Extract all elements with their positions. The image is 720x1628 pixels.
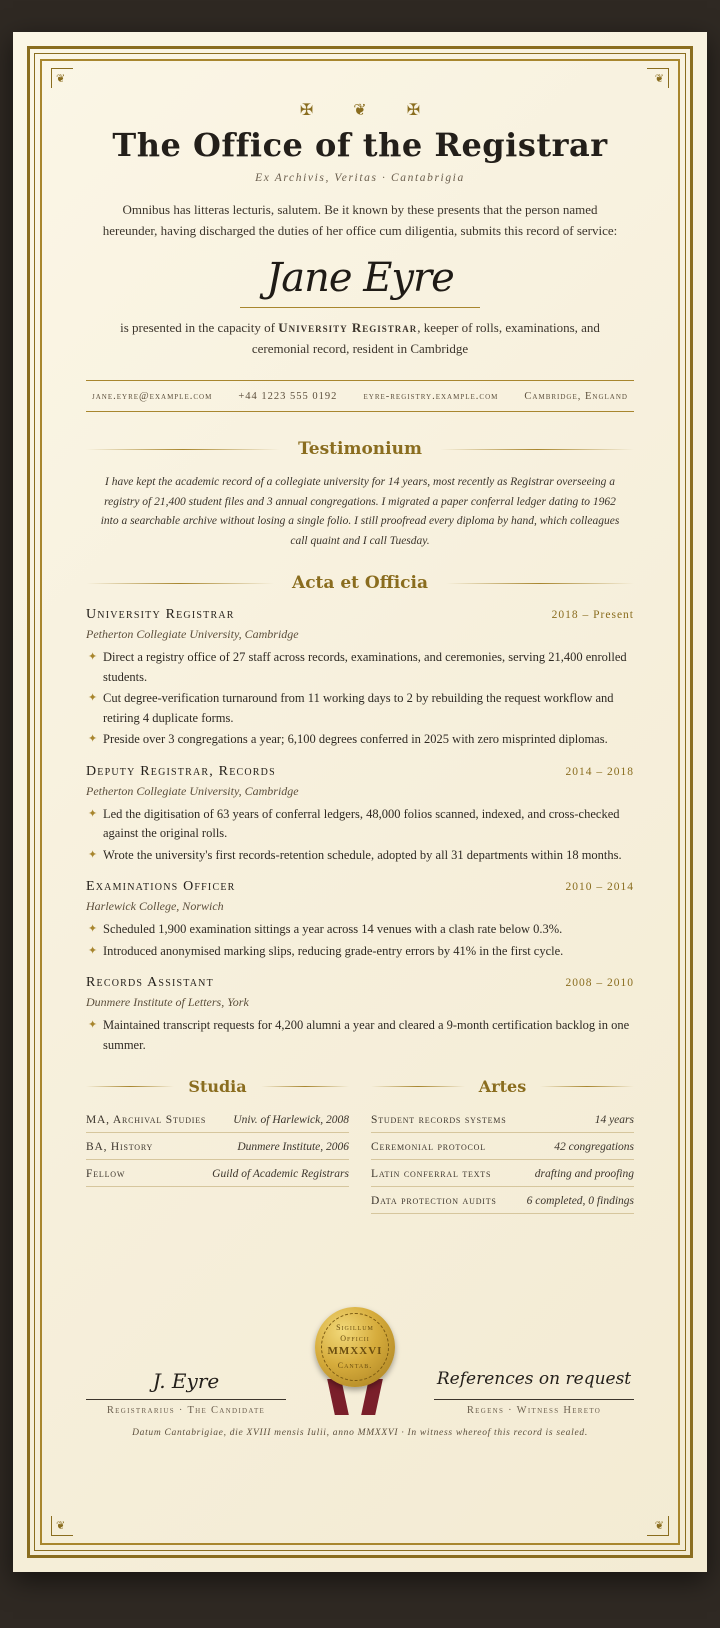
- contact-email[interactable]: jane.eyre@example.com: [92, 390, 213, 402]
- list-item: [86, 920, 634, 940]
- bullet-text: Scheduled 1,900 examination sittings a year across 14 venues with a clash rate below 0.3%.: [103, 922, 563, 936]
- contact-website[interactable]: eyre-registry.example.com: [363, 390, 499, 402]
- row-value: 42 congregations: [554, 1141, 634, 1153]
- certificate-content: [86, 100, 634, 1214]
- fleuron-bullet-icon: ✦: [88, 651, 98, 663]
- list-item: [86, 846, 634, 866]
- list-item: [86, 942, 634, 962]
- row-label: BA, History: [86, 1141, 154, 1153]
- list-item: [86, 730, 634, 750]
- bullet-text: Cut degree-verification turnaround from 11 working days to 2 by rebuilding the request workflow and retiring 4 duplicate forms.: [103, 691, 614, 725]
- list-item: [86, 805, 634, 844]
- contact-bar: [86, 380, 634, 412]
- job-header: [86, 607, 634, 623]
- fleuron-bullet-icon: ✦: [88, 848, 98, 861]
- witness-signature-block: [434, 1369, 634, 1416]
- seal-line-3: Cantab.: [337, 1361, 373, 1370]
- list-item: [371, 1106, 634, 1133]
- datum-footer: Datum Cantabrigiae, die XVIII mensis Iulii, anno MMXXVI · In witness whereof this record is sealed.: [132, 1428, 588, 1438]
- intro-text: Omnibus has litteras lecturis, salutem. Be it known by these presents that the person named hereunder, having discharged the duties of her office cum diligentia, submits this record of service:: [102, 202, 618, 238]
- section-title: Artes: [478, 1077, 527, 1096]
- section-title: Testimonium: [298, 439, 422, 459]
- cross-ornament-icon: ✠ ❦ ✠: [299, 102, 439, 119]
- job-bullets: [86, 1016, 634, 1055]
- row-label: Data protection audits: [371, 1195, 497, 1207]
- bullet-text: Led the digitisation of 63 years of conferral ledgers, 48,000 folios scanned, indexed, and cross-checked against the original rolls.: [103, 806, 620, 840]
- artes-list: [371, 1106, 634, 1214]
- seal-and-signatures: [13, 1307, 707, 1447]
- seal-year: MMXXVI: [327, 1345, 383, 1357]
- job-bullets: [86, 648, 634, 750]
- job-title: Deputy Registrar, Records: [86, 763, 276, 779]
- candidate-name: Jane Eyre: [266, 255, 454, 301]
- list-item: [86, 1160, 349, 1187]
- fleuron-bullet-icon: ✦: [88, 807, 98, 820]
- bullet-text: Introduced anonymised marking slips, reducing grade-entry errors by 41% in the first cycle.: [103, 943, 564, 958]
- candidate-signature: J. Eyre: [152, 1369, 220, 1393]
- list-item: [371, 1133, 634, 1160]
- row-label: Latin conferral texts: [371, 1168, 492, 1180]
- name-divider: [240, 307, 480, 308]
- job-entry: [86, 607, 634, 750]
- lower-columns: [86, 1065, 634, 1214]
- capacity-suffix: , keeper of rolls, examinations, and ceremonial record, resident in Cambridge: [251, 320, 600, 356]
- motto: Ex Archivis, Veritas · Cantabrigia: [255, 172, 465, 184]
- row-value: 6 completed, 0 findings: [526, 1195, 634, 1207]
- corner-ornament-icon: ❦: [51, 1516, 73, 1536]
- job-dates: 2018 – Present: [551, 609, 634, 621]
- seal-line-1: Sigillum: [336, 1323, 374, 1332]
- bullet-text: Maintained transcript requests for 4,200 alumni a year and cleared a 9-month certification backlog in one summer.: [103, 1018, 630, 1052]
- list-item: [371, 1160, 634, 1187]
- fleuron-bullet-icon: ✦: [88, 923, 98, 935]
- studia-column: [86, 1065, 349, 1214]
- list-item: [86, 1106, 349, 1133]
- capacity-title: University Registrar: [278, 320, 418, 335]
- job-title: Records Assistant: [86, 975, 214, 990]
- list-item: [86, 1016, 634, 1055]
- page-title: The Office of the Registrar: [112, 126, 608, 164]
- job-bullets: [86, 805, 634, 866]
- contact-phone[interactable]: +44 1223 555 0192: [238, 390, 338, 402]
- capacity-prefix: is presented in the capacity of: [120, 320, 279, 335]
- certificate-page: [13, 32, 707, 1572]
- job-entry: [86, 975, 634, 1055]
- corner-ornament-icon: ❦: [647, 68, 669, 88]
- list-item: [86, 689, 634, 728]
- testimonium-text: I have kept the academic record of a collegiate university for 14 years, most recently as Registrar overseeing a registry of 21,400 student files and 3 annual congregations. I migrated a paper conferral ledger dating to 1962 into a searchable archive without losing a single folio. I still proofread every diploma by hand, which colleagues call quaint and I call Tuesday.: [100, 476, 620, 547]
- list-item: [86, 1133, 349, 1160]
- fleuron-bullet-icon: ✦: [88, 1019, 98, 1031]
- job-header: [86, 879, 634, 895]
- artes-column: [371, 1065, 634, 1214]
- candidate-signature-block: [86, 1369, 286, 1416]
- job-organisation: Petherton Collegiate University, Cambridge: [86, 783, 299, 798]
- job-organisation: Dunmere Institute of Letters, York: [86, 995, 249, 1009]
- contact-location: Cambridge, England: [524, 390, 628, 402]
- job-organisation: Petherton Collegiate University, Cambridge: [86, 627, 299, 641]
- row-value: drafting and proofing: [534, 1168, 634, 1180]
- corner-ornament-icon: ❦: [647, 1516, 669, 1536]
- seal-line-2: Officii: [340, 1334, 370, 1343]
- job-dates: 2010 – 2014: [565, 881, 634, 893]
- job-organisation: Harlewick College, Norwich: [86, 899, 224, 913]
- fleuron-bullet-icon: ✦: [88, 733, 98, 745]
- studia-heading: [86, 1077, 349, 1096]
- bullet-text: Preside over 3 congregations a year; 6,100 degrees conferred in 2025 with zero misprinted diplomas.: [103, 732, 608, 746]
- row-label: Student records systems: [371, 1114, 507, 1126]
- experience-list: [86, 607, 634, 1055]
- job-entry: [86, 879, 634, 961]
- job-title: University Registrar: [86, 607, 235, 622]
- wax-seal: [315, 1307, 395, 1387]
- job-header: [86, 764, 634, 780]
- capacity-text: [106, 318, 614, 359]
- row-value: 14 years: [594, 1114, 634, 1126]
- job-entry: [86, 764, 634, 866]
- bullet-text: Wrote the university's first records-retention schedule, adopted by all 31 departments within 18 months.: [103, 847, 622, 862]
- list-item: [371, 1187, 634, 1214]
- section-title: Acta et Officia: [292, 573, 428, 593]
- list-item: [86, 648, 634, 687]
- job-header: [86, 975, 634, 991]
- row-label: MA, Archival Studies: [86, 1114, 207, 1126]
- corner-ornament-icon: ❦: [51, 68, 73, 88]
- signature-line: [86, 1399, 286, 1400]
- candidate-signature-caption: Registrarius · The Candidate: [106, 1405, 266, 1416]
- fleuron-bullet-icon: ✦: [88, 944, 98, 957]
- row-value: Dunmere Institute, 2006: [237, 1141, 349, 1153]
- witness-signature-caption: Regens · Witness Hereto: [466, 1405, 602, 1416]
- studia-list: [86, 1106, 349, 1187]
- bullet-text: Direct a registry office of 27 staff across records, examinations, and ceremonies, serving 21,400 enrolled students.: [103, 650, 627, 684]
- row-value: Guild of Academic Registrars: [212, 1168, 349, 1180]
- witness-signature: References on request: [436, 1369, 632, 1389]
- row-label: Ceremonial protocol: [371, 1141, 486, 1153]
- row-label: Fellow: [86, 1168, 126, 1180]
- job-dates: 2014 – 2018: [565, 765, 634, 778]
- job-title: Examinations Officer: [86, 879, 236, 894]
- job-bullets: [86, 920, 634, 961]
- testimonium-heading: [86, 439, 634, 459]
- job-dates: 2008 – 2010: [565, 977, 634, 989]
- experience-heading: [86, 573, 634, 593]
- signature-line: [434, 1399, 634, 1400]
- artes-heading: [371, 1077, 634, 1096]
- fleuron-bullet-icon: ✦: [88, 692, 98, 704]
- section-title: Studia: [188, 1077, 247, 1096]
- row-value: Univ. of Harlewick, 2008: [233, 1114, 349, 1126]
